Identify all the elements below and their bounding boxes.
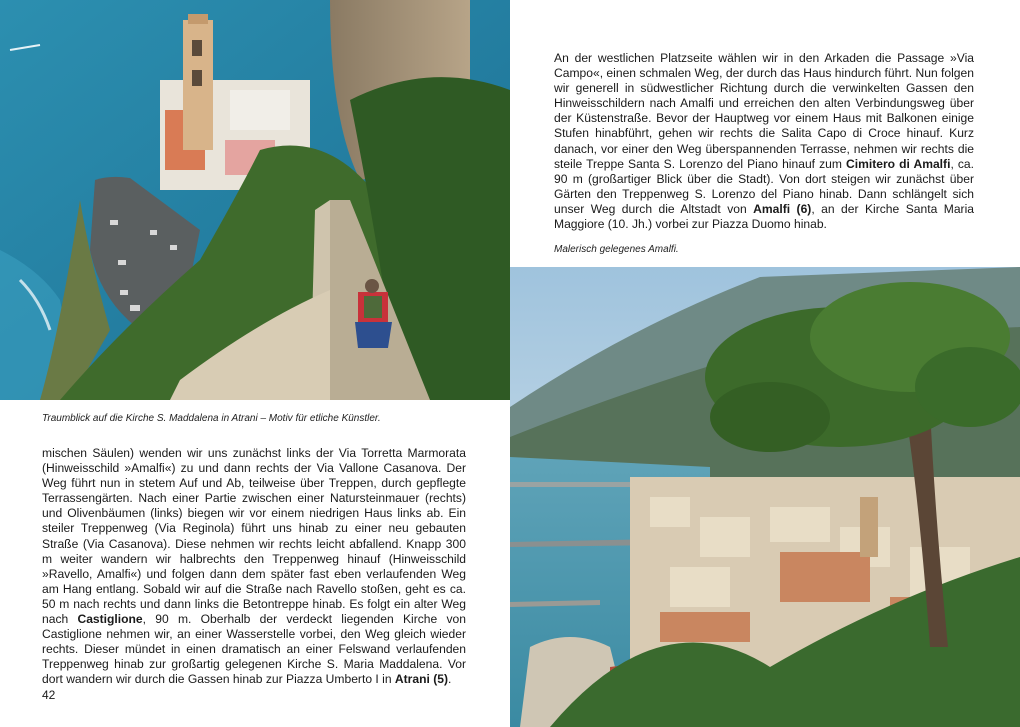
atrani-photo xyxy=(0,0,510,400)
amalfi-bold: Amalfi (6) xyxy=(753,201,812,216)
page-number: 42 xyxy=(42,688,56,702)
right-text-part3: , an der Kirche Santa Maria Maggiore (10. Jh.) vorbei zur Piazza Duomo hinab. xyxy=(554,201,974,232)
amalfi-photo-illustration xyxy=(510,267,1020,727)
right-page xyxy=(510,0,1020,727)
left-text-part3: . xyxy=(448,672,452,687)
amalfi-photo xyxy=(510,267,1020,727)
left-text-part1: mischen Säulen) wenden wir uns zunächst links der Via Torretta Marmorata (Hinweisschild »Amalfi«) zu und dann rechts der Via Vallone Casanova. Der Weg führt nun in stetem Auf und Ab, teilweise über Treppen, durch gepflegte Terrassengärten. Nach einer Partie zwischen einer Natursteinmauer (rechts) und Olivenbäumen (links) biegen wir vor einem niedrigen Haus links ab. Ein steiler Treppenweg (Via Reginola) führt uns hinab zu einer neu gebauten Straße (Via Casanova). Diese nehmen wir rechts leicht abfallend. Knapp 300 m weiter wandern wir halbrechts den Treppenweg hinauf (Hinweisschild »Ravello, Amalfi«) und folgen dann dem später fast eben verlaufenden Weg am Hang entlang. Sobald wir auf die Straße nach Ravello stoßen, geht es ca. 50 m nach rechts und dann links die Betontreppe hinab. Es folgt ein alter Weg nach xyxy=(42,446,466,627)
right-text-part1: An der westlichen Platzseite wählen wir in den Arkaden die Passage »Via Campo«, einen schmalen Weg, der durch das Haus hindurch führt. Nun folgen wir generell in südwestlicher Richtung durch die verwinkelten Gassen den Hinweisschildern nach Amalfi und erreichen den alten Verbindungsweg über der Küstenstraße. Bevor der Hauptweg vor einem Haus mit Balkonen einige Stufen hinabführt, gehen wir rechts die Salita Capo di Croce hinauf. Kurz danach, vor einer den Weg überspannenden Terrasse, nehmen wir rechts die steile Treppe Santa S. Lorenzo del Piano hinauf zum xyxy=(554,51,974,171)
left-body-paragraph xyxy=(42,446,466,688)
left-photo-caption: Traumblick auf die Kirche S. Maddalena in Atrani – Motiv für etliche Künstler. xyxy=(42,413,381,424)
atrani-photo-illustration xyxy=(0,0,510,400)
cimitero-bold: Cimitero di Amalfi xyxy=(846,156,951,171)
right-body-paragraph xyxy=(554,51,974,232)
right-photo-caption: Malerisch gelegenes Amalfi. xyxy=(554,244,679,255)
right-text-part2: , ca. 90 m (großartiger Blick über die Stadt). Von dort steigen wir zunächst über Gärten den Treppenweg S. Lorenzo del Piano hinab. Dann schlängelt sich unser Weg durch die Altstadt von xyxy=(554,156,974,216)
atrani-bold: Atrani (5) xyxy=(394,672,448,687)
castiglione-bold: Castiglione xyxy=(77,612,143,627)
left-text-part2: , 90 m. Oberhalb der verdeckt liegenden Kirche von Castiglione nehmen wir, an einer Wasserstelle vorbei, den Weg gleich wieder rechts. Dieser mündet in einen dramatisch an einer Felswand verlaufenden Treppenweg hinab zur großartig gelegenen Kirche S. Maria Maddalena. Vor dort wandern wir durch die Gassen hinab zur Piazza Umberto I in xyxy=(42,612,466,687)
